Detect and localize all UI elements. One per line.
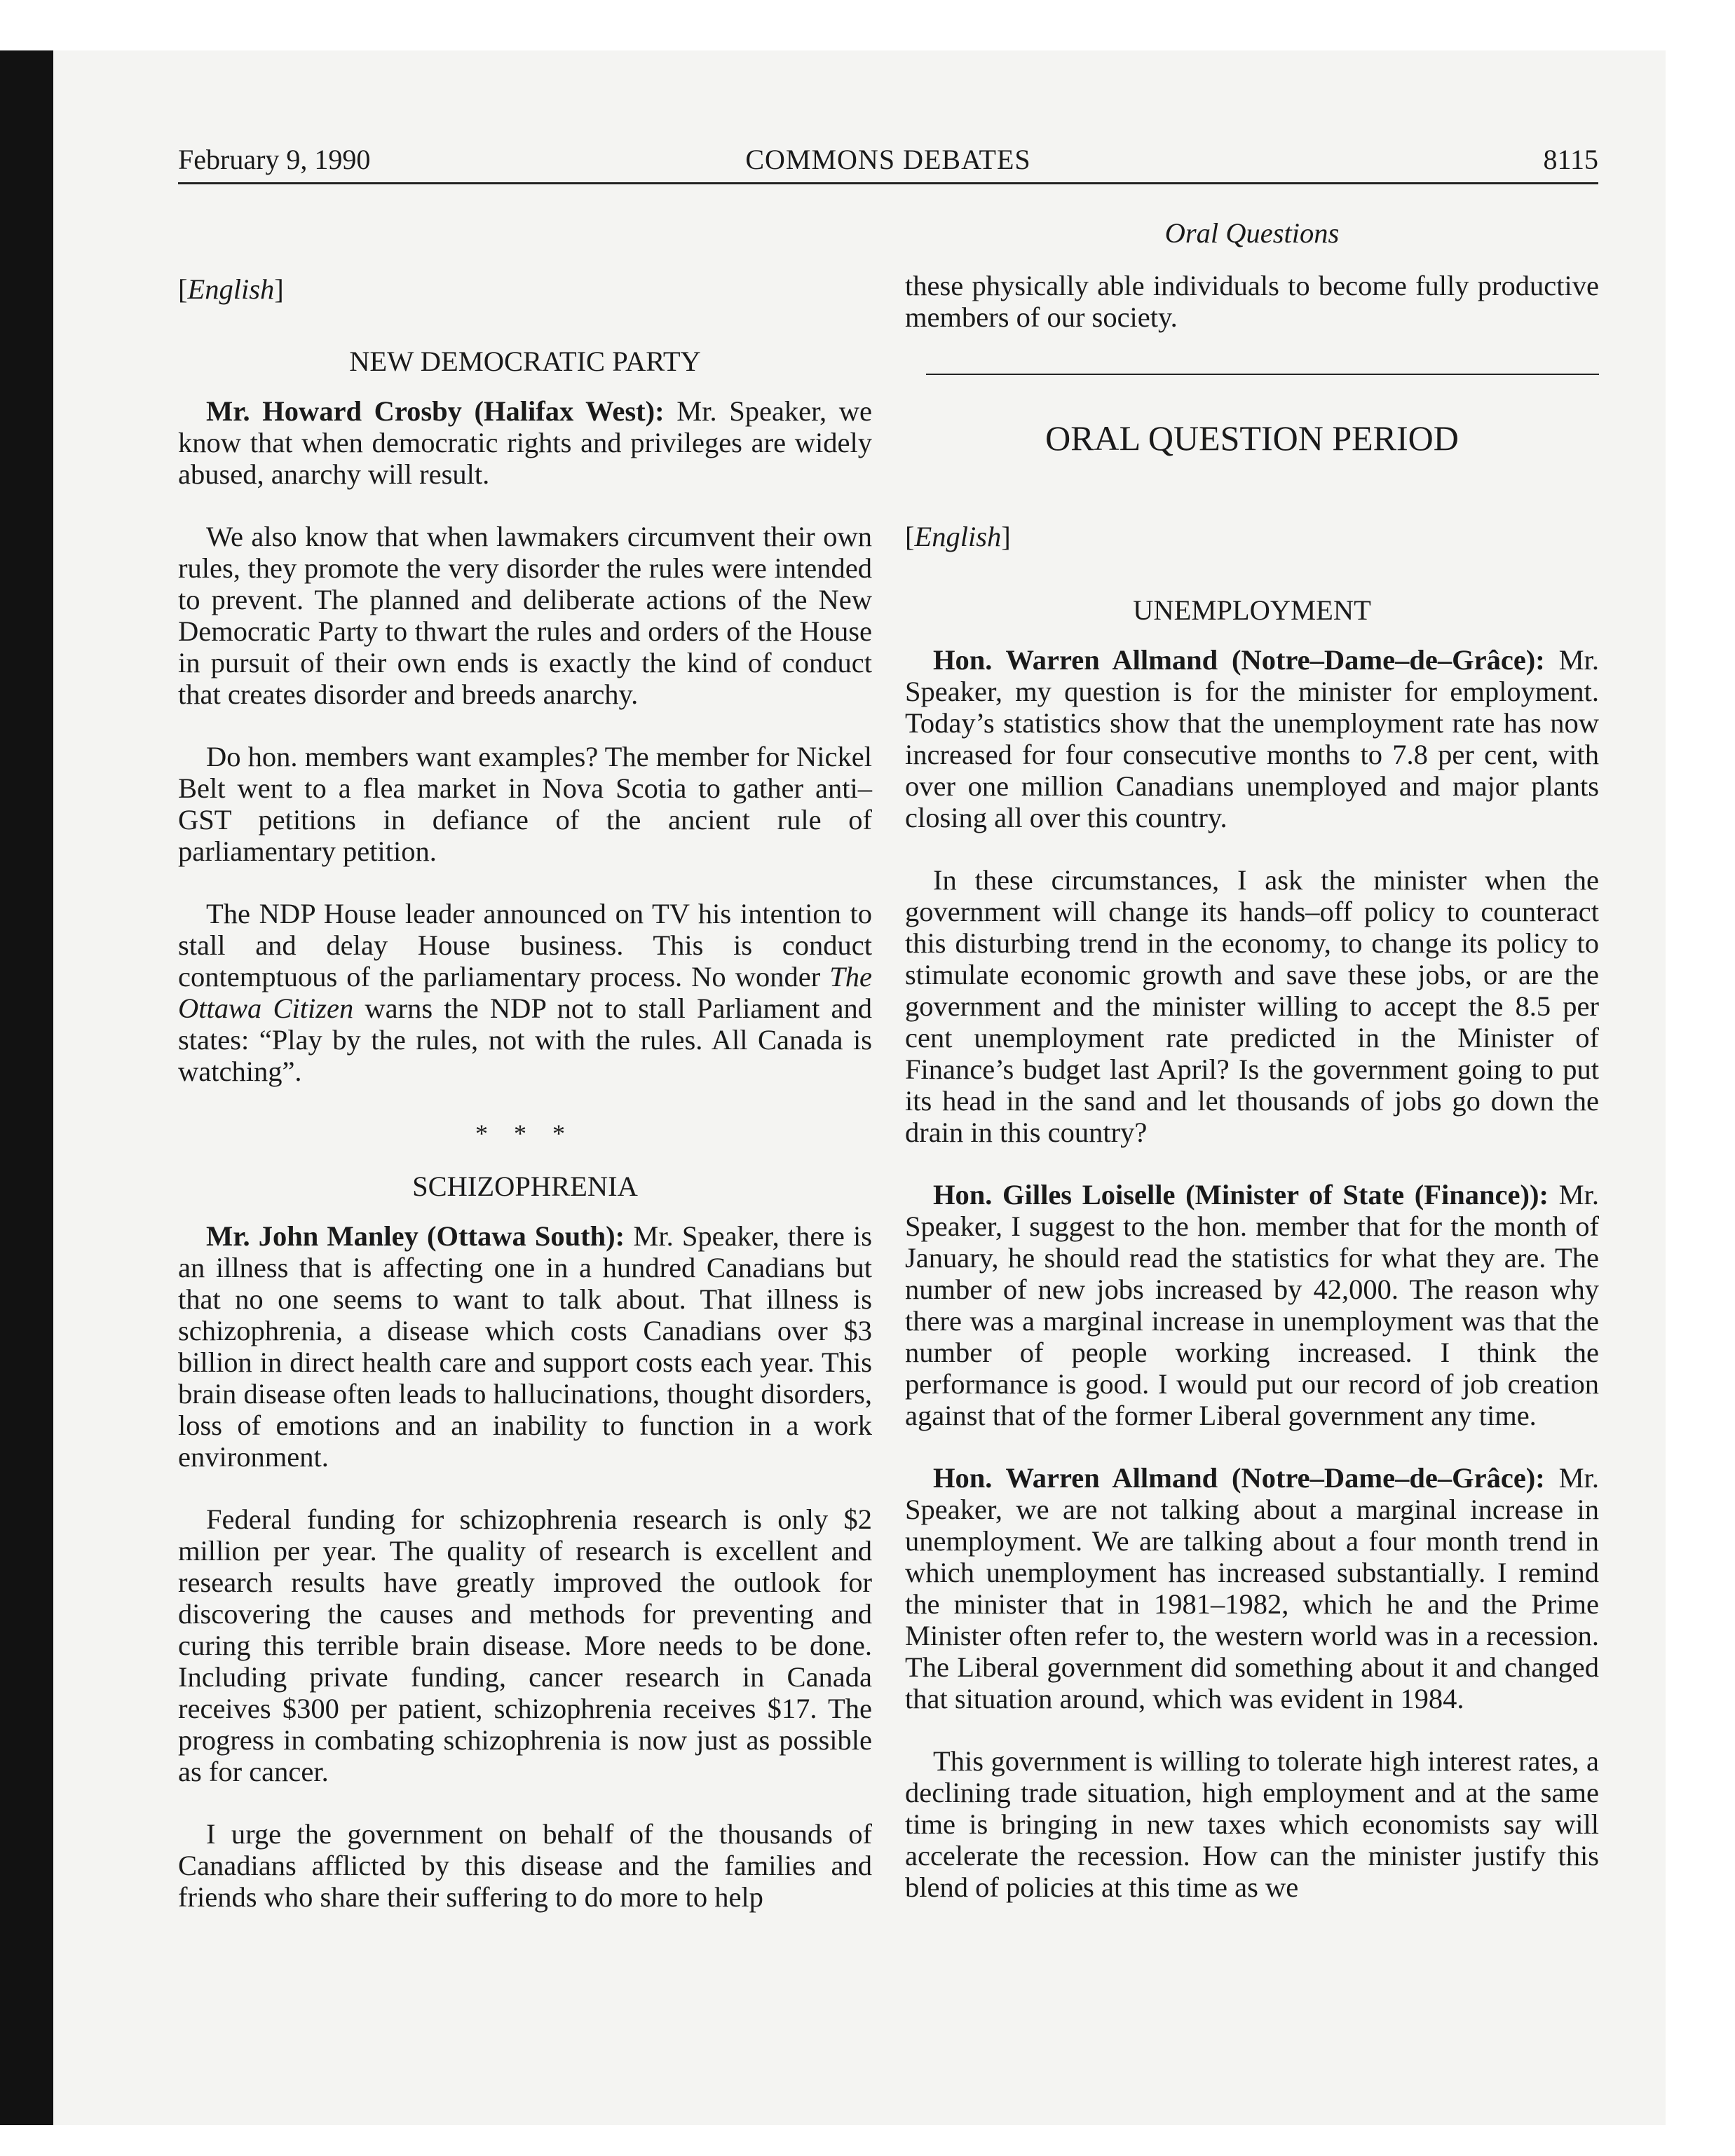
paragraph: Federal funding for schizophrenia research is only $2 million per year. The quality of research is excellent and research results have greatly improved the outlook for discovering the causes and methods for preventing and curing this terrible brain disease. More needs to be done. Including private funding, cancer research in Canada receives $300 per patient, schizophrenia receives $17. The progress in combating schizophrenia is now just as possible as for cancer. <box>178 1503 872 1787</box>
heading-unemployment: UNEMPLOYMENT <box>1133 594 1371 626</box>
paragraph <box>905 644 1599 833</box>
paragraph <box>178 898 872 1087</box>
header-title: COMMONS DEBATES <box>745 144 1031 175</box>
speaker-name: Mr. John Manley (Ottawa South): <box>206 1220 625 1252</box>
right-column <box>905 210 1599 1934</box>
paragraph <box>905 1179 1599 1431</box>
paragraph: In these circumstances, I ask the minister when the government will change its hands–off policy to counteract this disturbing trend in the economy, to change its policy to stimulate economic growth and save these jobs, or are the government and the minister willing to accept the 8.5 per cent unemployment rate predicted in the Minister of Finance’s budget last April? Is the government going to put its head in the sand and let thousands of jobs go down the drain in this country? <box>905 864 1599 1148</box>
paragraph <box>178 395 872 490</box>
statement-text: Mr. Speaker, we know that when democratic rights and privileges are widely abused, anarchy will result. <box>178 395 872 490</box>
paragraph: Do hon. members want examples? The member for Nickel Belt went to a flea market in Nova Scotia to gather anti–GST petitions in defiance of the ancient rule of parliamentary petition. <box>178 741 872 867</box>
page-number: 8115 <box>1543 144 1598 175</box>
statement-text: Mr. Speaker, we are not talking about a marginal increase in unemployment. We are talking about a four month trend in which unemployment has increased substantially. I remind the minister that in 1981–1982, which he and the Prime Minister often refer to, the western world was in a recession. The Liberal government did something about it and changed that situation around, which was evident in 1984. <box>905 1462 1600 1714</box>
statement-text: The NDP House leader announced on TV his intention to stall and delay House business. This is conduct contemptuous of the parliamentary process. No wonder <box>178 898 872 992</box>
paragraph <box>905 1462 1599 1714</box>
speaker-name: Hon. Warren Allmand (Notre–Dame–de–Grâce): <box>933 644 1545 676</box>
speaker-name: Mr. Howard Crosby (Halifax West): <box>206 395 665 427</box>
heading-new-democratic-party: NEW DEMOCRATIC PARTY <box>349 346 701 377</box>
left-column <box>178 210 872 1944</box>
heading-oral-question-period: ORAL QUESTION PERIOD <box>1045 418 1459 458</box>
section-label: Oral Questions <box>1164 217 1340 249</box>
paragraph <box>178 1220 872 1473</box>
speaker-name: Hon. Gilles Loiselle (Minister of State (Finance)): <box>933 1179 1549 1210</box>
language-tag: [ English ] <box>178 273 872 305</box>
header-date: February 9, 1990 <box>178 144 371 175</box>
statement-text: Mr. Speaker, my question is for the minister for employment. Today’s statistics show that the unemployment rate has now increased for four consecutive months to 7.8 per cent, with over one million Canadians unemployed and major plants closing all over this country. <box>905 644 1600 833</box>
scan-border <box>0 50 53 2125</box>
paragraph-continuation: these physically able individuals to become fully productive members of our society. <box>905 270 1599 333</box>
language-tag: [ English ] <box>905 521 1599 552</box>
header-rule <box>178 182 1598 184</box>
paragraph: I urge the government on behalf of the thousands of Canadians afflicted by this disease and the families and friends who share their suffering to do more to help <box>178 1818 872 1913</box>
paragraph: This government is willing to tolerate high interest rates, a declining trade situation, high employment and at the same time is bringing in new taxes which economists say will accelerate the recession. How can the minister justify this blend of policies at this time as we <box>905 1745 1599 1903</box>
speaker-name: Hon. Warren Allmand (Notre–Dame–de–Grâce): <box>933 1462 1545 1494</box>
statement-text: warns the NDP not to stall Parliament and states: “Play by the rules, not with the rules. All Canada is watching”. <box>178 992 872 1087</box>
running-head <box>178 139 1598 181</box>
heading-schizophrenia: SCHIZOPHRENIA <box>412 1171 638 1202</box>
section-rule <box>926 374 1599 375</box>
section-separator: * * * <box>475 1119 575 1147</box>
newspaper-citation: The Ottawa Citizen <box>178 961 872 1024</box>
statement-text: Mr. Speaker, I suggest to the hon. member that for the month of January, he should read the statistics for what they are. The number of new jobs increased by 42,000. The reason why there was a marginal increase in unemployment was that the number of people working increased. I think the performance is good. I would put our record of job creation against that of the former Liberal government any time. <box>905 1179 1600 1431</box>
paragraph: We also know that when lawmakers circumvent their own rules, they promote the very disorder the rules were intended to prevent. The planned and deliberate actions of the New Democratic Party to thwart the rules and orders of the House in pursuit of their own ends is exactly the kind of conduct that creates disorder and breeds anarchy. <box>178 521 872 710</box>
statement-text: Mr. Speaker, there is an illness that is affecting one in a hundred Canadians but that no one seems to want to talk about. That illness is schizophrenia, a disease which costs Canadians over $3 billion in direct health care and support costs each year. This brain disease often leads to hallucinations, thought disorders, loss of emotions and an inability to function in a work environment. <box>178 1220 872 1473</box>
